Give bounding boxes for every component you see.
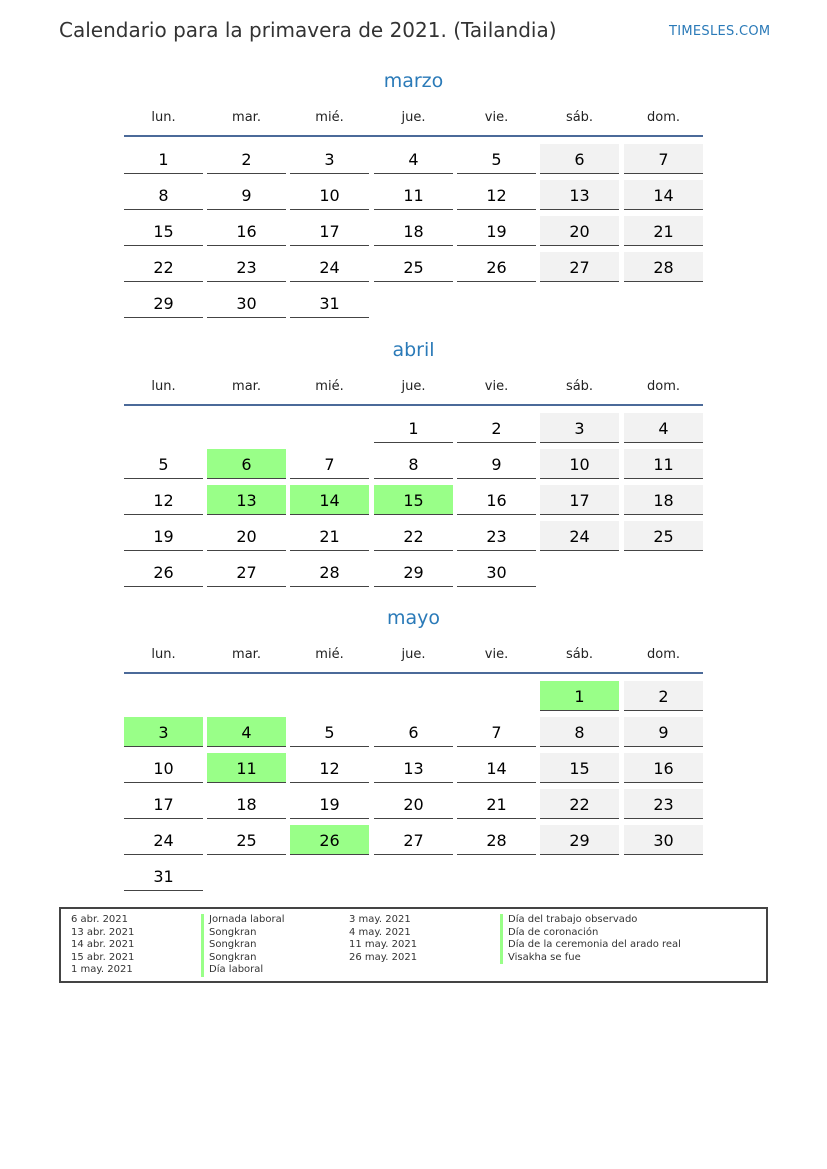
day-cell: 29 bbox=[124, 288, 203, 318]
day-cell: 8 bbox=[124, 180, 203, 210]
weekday-label: mié. bbox=[315, 379, 344, 394]
day-cell: 22 bbox=[540, 789, 619, 819]
weekday-label: mar. bbox=[232, 647, 261, 662]
legend-col-dates-1 bbox=[71, 914, 134, 977]
legend-date: 14 abr. 2021 bbox=[71, 939, 135, 950]
day-cell: 18 bbox=[374, 216, 453, 246]
header-rule bbox=[124, 672, 703, 674]
day-cell: 15 bbox=[374, 485, 453, 515]
day-cell: 12 bbox=[290, 753, 369, 783]
weekday-label: sáb. bbox=[565, 110, 594, 125]
legend-holiday-name: Día de coronación bbox=[500, 927, 681, 940]
weekday-label: vie. bbox=[484, 647, 509, 662]
legend-date: 26 may. 2021 bbox=[349, 951, 418, 963]
day-cell: 25 bbox=[207, 825, 286, 855]
day-cell: 4 bbox=[207, 717, 286, 747]
day-cell: 22 bbox=[374, 521, 453, 551]
day-cell: 9 bbox=[624, 717, 703, 747]
weekday-label: lun. bbox=[151, 379, 176, 394]
day-cell: 6 bbox=[207, 449, 286, 479]
day-cell: 7 bbox=[290, 449, 369, 479]
day-cell: 11 bbox=[374, 180, 453, 210]
legend-date: 6 abr. 2021 bbox=[71, 914, 129, 925]
month-title: mayo bbox=[386, 607, 441, 629]
day-cell: 26 bbox=[290, 825, 369, 855]
day-cell: 13 bbox=[207, 485, 286, 515]
day-cell: 10 bbox=[124, 753, 203, 783]
day-cell: 8 bbox=[540, 717, 619, 747]
day-cell: 7 bbox=[457, 717, 536, 747]
header-rule bbox=[124, 135, 703, 137]
legend-date: 11 may. 2021 bbox=[349, 939, 418, 950]
weekday-label: dom. bbox=[646, 647, 680, 662]
legend-col-dates-2 bbox=[349, 914, 417, 964]
day-cell: 24 bbox=[290, 252, 369, 282]
day-cell: 31 bbox=[124, 861, 203, 891]
day-cell: 13 bbox=[540, 180, 619, 210]
day-cell: 17 bbox=[540, 485, 619, 515]
day-cell: 3 bbox=[124, 717, 203, 747]
day-cell: 20 bbox=[207, 521, 286, 551]
day-cell: 12 bbox=[124, 485, 203, 515]
day-cell: 1 bbox=[374, 413, 453, 443]
holiday-legend bbox=[59, 907, 768, 983]
day-cell: 13 bbox=[374, 753, 453, 783]
day-cell: 23 bbox=[624, 789, 703, 819]
day-cell: 19 bbox=[290, 789, 369, 819]
day-cell: 4 bbox=[624, 413, 703, 443]
day-cell: 10 bbox=[540, 449, 619, 479]
day-cell: 24 bbox=[124, 825, 203, 855]
legend-date: 3 may. 2021 bbox=[349, 914, 411, 925]
page-title: Calendario para la primavera de 2021. (Tailandia) bbox=[59, 18, 557, 42]
month-title: abril bbox=[392, 339, 435, 361]
day-cell: 16 bbox=[207, 216, 286, 246]
day-cell: 23 bbox=[457, 521, 536, 551]
legend-date: 4 may. 2021 bbox=[349, 926, 411, 938]
day-cell: 18 bbox=[624, 485, 703, 515]
day-cell: 11 bbox=[624, 449, 703, 479]
weekday-header bbox=[124, 379, 703, 399]
legend-holiday-name: Día del trabajo observado bbox=[500, 914, 681, 927]
day-cell: 14 bbox=[624, 180, 703, 210]
day-cell: 14 bbox=[457, 753, 536, 783]
day-cell: 11 bbox=[207, 753, 286, 783]
weekday-label: vie. bbox=[484, 110, 509, 125]
day-cell: 29 bbox=[374, 557, 453, 587]
day-cell: 17 bbox=[124, 789, 203, 819]
legend-holiday-name: Visakha se fue bbox=[500, 952, 681, 965]
day-cell: 9 bbox=[207, 180, 286, 210]
day-cell: 5 bbox=[124, 449, 203, 479]
day-cell: 5 bbox=[290, 717, 369, 747]
header-rule bbox=[124, 404, 703, 406]
weekday-label: jue. bbox=[401, 647, 426, 662]
weekday-label: dom. bbox=[646, 110, 680, 125]
legend-holiday-name: Songkran bbox=[201, 927, 285, 940]
weekday-label: jue. bbox=[401, 379, 426, 394]
legend-date: 13 abr. 2021 bbox=[71, 926, 135, 938]
day-cell: 25 bbox=[374, 252, 453, 282]
day-cell: 30 bbox=[457, 557, 536, 587]
legend-holiday-name: Songkran bbox=[201, 952, 285, 965]
day-cell: 20 bbox=[374, 789, 453, 819]
weekday-header bbox=[124, 647, 703, 667]
day-cell: 3 bbox=[540, 413, 619, 443]
day-cell: 16 bbox=[457, 485, 536, 515]
day-cell: 2 bbox=[624, 681, 703, 711]
day-cell: 2 bbox=[207, 144, 286, 174]
brand-link[interactable]: TIMESLES.COM bbox=[669, 24, 771, 39]
day-cell: 19 bbox=[124, 521, 203, 551]
day-cell: 24 bbox=[540, 521, 619, 551]
weekday-label: lun. bbox=[151, 110, 176, 125]
day-cell: 27 bbox=[207, 557, 286, 587]
day-cell: 15 bbox=[540, 753, 619, 783]
weekday-header bbox=[124, 110, 703, 130]
day-cell: 16 bbox=[624, 753, 703, 783]
legend-holiday-name: Día de la ceremonia del arado real bbox=[500, 939, 681, 952]
weekday-label: lun. bbox=[151, 647, 176, 662]
day-cell: 28 bbox=[624, 252, 703, 282]
day-cell: 5 bbox=[457, 144, 536, 174]
day-cell: 12 bbox=[457, 180, 536, 210]
weekday-label: mar. bbox=[232, 379, 261, 394]
day-cell: 30 bbox=[624, 825, 703, 855]
weekday-label: sáb. bbox=[565, 647, 594, 662]
day-cell: 23 bbox=[207, 252, 286, 282]
day-cell: 29 bbox=[540, 825, 619, 855]
day-cell: 3 bbox=[290, 144, 369, 174]
day-cell: 15 bbox=[124, 216, 203, 246]
day-cell: 25 bbox=[624, 521, 703, 551]
day-cell: 8 bbox=[374, 449, 453, 479]
day-cell: 26 bbox=[124, 557, 203, 587]
day-cell: 18 bbox=[207, 789, 286, 819]
day-cell: 30 bbox=[207, 288, 286, 318]
legend-holiday-name: Día laboral bbox=[201, 964, 285, 977]
weekday-label: mié. bbox=[315, 647, 344, 662]
day-cell: 27 bbox=[374, 825, 453, 855]
legend-holiday-name: Songkran bbox=[201, 939, 285, 952]
day-cell: 14 bbox=[290, 485, 369, 515]
day-cell: 9 bbox=[457, 449, 536, 479]
day-cell: 21 bbox=[290, 521, 369, 551]
day-cell: 6 bbox=[540, 144, 619, 174]
weekday-label: jue. bbox=[401, 110, 426, 125]
day-cell: 21 bbox=[624, 216, 703, 246]
legend-holiday-name: Jornada laboral bbox=[201, 914, 285, 927]
day-cell: 1 bbox=[540, 681, 619, 711]
day-cell: 26 bbox=[457, 252, 536, 282]
weekday-label: vie. bbox=[484, 379, 509, 394]
weekday-label: mar. bbox=[232, 110, 261, 125]
legend-date: 1 may. 2021 bbox=[71, 964, 133, 975]
day-cell: 28 bbox=[290, 557, 369, 587]
weekday-label: sáb. bbox=[565, 379, 594, 394]
weekday-label: mié. bbox=[315, 110, 344, 125]
day-cell: 10 bbox=[290, 180, 369, 210]
day-cell: 7 bbox=[624, 144, 703, 174]
day-cell: 1 bbox=[124, 144, 203, 174]
day-cell: 4 bbox=[374, 144, 453, 174]
day-cell: 19 bbox=[457, 216, 536, 246]
day-cell: 20 bbox=[540, 216, 619, 246]
legend-col-names-1 bbox=[201, 914, 285, 977]
day-cell: 2 bbox=[457, 413, 536, 443]
day-cell: 22 bbox=[124, 252, 203, 282]
day-cell: 21 bbox=[457, 789, 536, 819]
day-cell: 31 bbox=[290, 288, 369, 318]
day-cell: 17 bbox=[290, 216, 369, 246]
month-title: marzo bbox=[383, 70, 444, 92]
weekday-label: dom. bbox=[646, 379, 680, 394]
day-cell: 27 bbox=[540, 252, 619, 282]
legend-date: 15 abr. 2021 bbox=[71, 951, 135, 963]
day-cell: 28 bbox=[457, 825, 536, 855]
day-cell: 6 bbox=[374, 717, 453, 747]
legend-col-names-2 bbox=[500, 914, 681, 964]
